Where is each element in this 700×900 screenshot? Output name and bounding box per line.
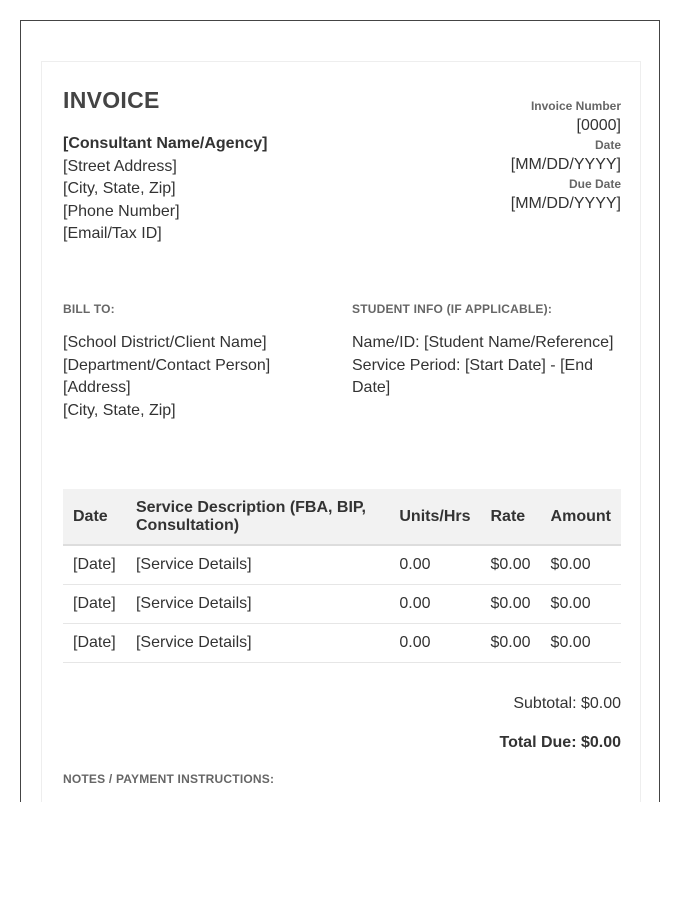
invoice-number-label: Invoice Number: [530, 99, 621, 113]
header-rate: Rate: [481, 489, 541, 545]
row-amount: $0.00: [541, 623, 621, 662]
bill-to-address: [Address]: [63, 379, 131, 396]
subtotal: Subtotal: $0.00: [513, 695, 621, 712]
header-description: Service Description (FBA, BIP, Consultation): [126, 489, 389, 545]
student-info-label: STUDENT INFO (IF APPLICABLE):: [352, 302, 553, 316]
notes-label: NOTES / PAYMENT INSTRUCTIONS:: [63, 772, 275, 786]
invoice-number-value: [0000]: [576, 117, 621, 134]
row-rate: $0.00: [481, 545, 541, 584]
invoice-meta-block: [511, 99, 621, 216]
header-units: Units/Hrs: [389, 489, 480, 545]
consultant-phone: [Phone Number]: [63, 202, 180, 220]
row-rate: $0.00: [481, 584, 541, 623]
consultant-email: [Email/Tax ID]: [63, 225, 162, 242]
row-date: [Date]: [63, 623, 126, 662]
header-amount: Amount: [541, 489, 621, 545]
invoice-page: [41, 61, 641, 802]
bill-to-city: [City, State, Zip]: [63, 401, 176, 419]
row-description: [Service Details]: [126, 584, 389, 623]
table-row: [63, 545, 621, 584]
row-rate: $0.00: [481, 623, 541, 662]
student-service-period: Service Period: [Start Date] - [End Date]: [352, 356, 593, 396]
bill-to-label: BILL TO:: [63, 302, 115, 316]
row-units: 0.00: [389, 623, 480, 662]
total-due: Total Due: $0.00: [499, 734, 621, 751]
document-viewport: [20, 20, 660, 802]
row-date: [Date]: [63, 584, 126, 623]
line-items-table: [63, 489, 621, 663]
table-header-row: [63, 489, 621, 545]
row-description: [Service Details]: [126, 545, 389, 584]
due-date-value: [MM/DD/YYYY]: [510, 195, 621, 212]
invoice-title: INVOICE: [63, 87, 160, 113]
row-description: [Service Details]: [126, 623, 389, 662]
due-date-label: Due Date: [568, 177, 621, 191]
date-value: [MM/DD/YYYY]: [510, 156, 621, 173]
header-date: Date: [63, 489, 126, 545]
consultant-street: [Street Address]: [63, 157, 177, 175]
consultant-name: [Consultant Name/Agency]: [63, 135, 268, 152]
student-name-id: Name/ID: [Student Name/Reference]: [352, 334, 614, 351]
table-row: [63, 623, 621, 662]
row-amount: $0.00: [541, 584, 621, 623]
date-label: Date: [594, 138, 621, 152]
bill-to-client: [School District/Client Name]: [63, 334, 267, 351]
row-units: 0.00: [389, 545, 480, 584]
table-row: [63, 584, 621, 623]
bill-to-contact: [Department/Contact Person]: [63, 356, 271, 374]
consultant-address-block: [63, 133, 267, 246]
bill-to-block: [63, 332, 333, 422]
student-info-block: [352, 332, 622, 400]
consultant-city: [City, State, Zip]: [63, 180, 176, 197]
row-units: 0.00: [389, 584, 480, 623]
row-date: [Date]: [63, 545, 126, 584]
row-amount: $0.00: [541, 545, 621, 584]
